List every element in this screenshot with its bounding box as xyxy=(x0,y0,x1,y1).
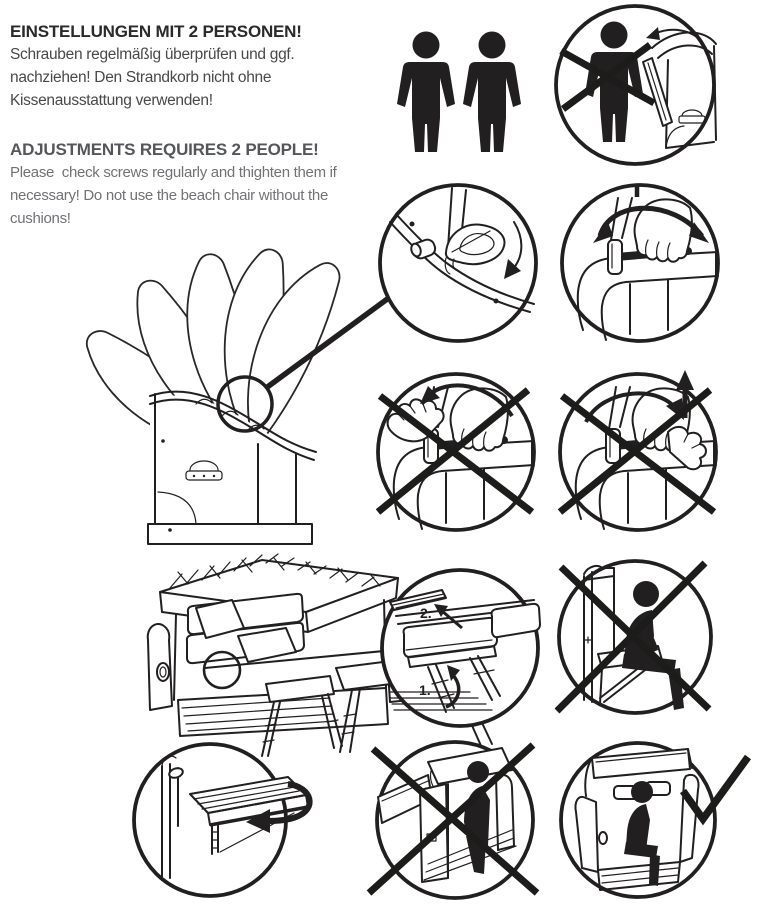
step-1-label: 1. xyxy=(419,682,431,698)
recline-positions-diagram xyxy=(76,243,390,545)
two-people-pictogram-icon xyxy=(397,32,521,153)
english-body-line: necessary! Do not use the beach chair without the xyxy=(10,187,328,204)
correct-use-check-circle-icon xyxy=(561,743,748,897)
table-flap-circle-icon xyxy=(134,744,310,896)
german-body xyxy=(10,43,382,112)
no-recline-occupied-circle-icon xyxy=(369,742,537,898)
hand-grip-circle-icon xyxy=(562,184,718,341)
no-pull-up-circle-icon xyxy=(560,370,716,530)
german-body-line: Kissenausstattung verwenden! xyxy=(10,92,213,109)
german-body-line: nachziehen! Den Strandkorb nicht ohne xyxy=(10,69,272,86)
step-2-label: 2. xyxy=(420,605,432,621)
english-heading: ADJUSTMENTS REQUIRES 2 PEOPLE! xyxy=(10,140,319,159)
no-sit-on-footrest-circle-icon xyxy=(557,561,711,713)
latch-detail-circle-icon xyxy=(380,185,536,341)
footrest-steps-circle-icon xyxy=(382,570,540,726)
no-single-person-circle-icon xyxy=(556,6,716,164)
english-body xyxy=(10,161,382,230)
english-body-line: cushions! xyxy=(10,210,71,227)
german-heading: EINSTELLUNGEN MIT 2 PERSONEN! xyxy=(10,22,302,41)
english-body-line: Please check screws regularly and thighten them if xyxy=(10,164,337,181)
german-body-line: Schrauben regelmäßig überprüfen und ggf. xyxy=(10,46,295,63)
no-grip-front-circle-icon xyxy=(378,374,534,530)
warning-text-block xyxy=(10,20,382,230)
